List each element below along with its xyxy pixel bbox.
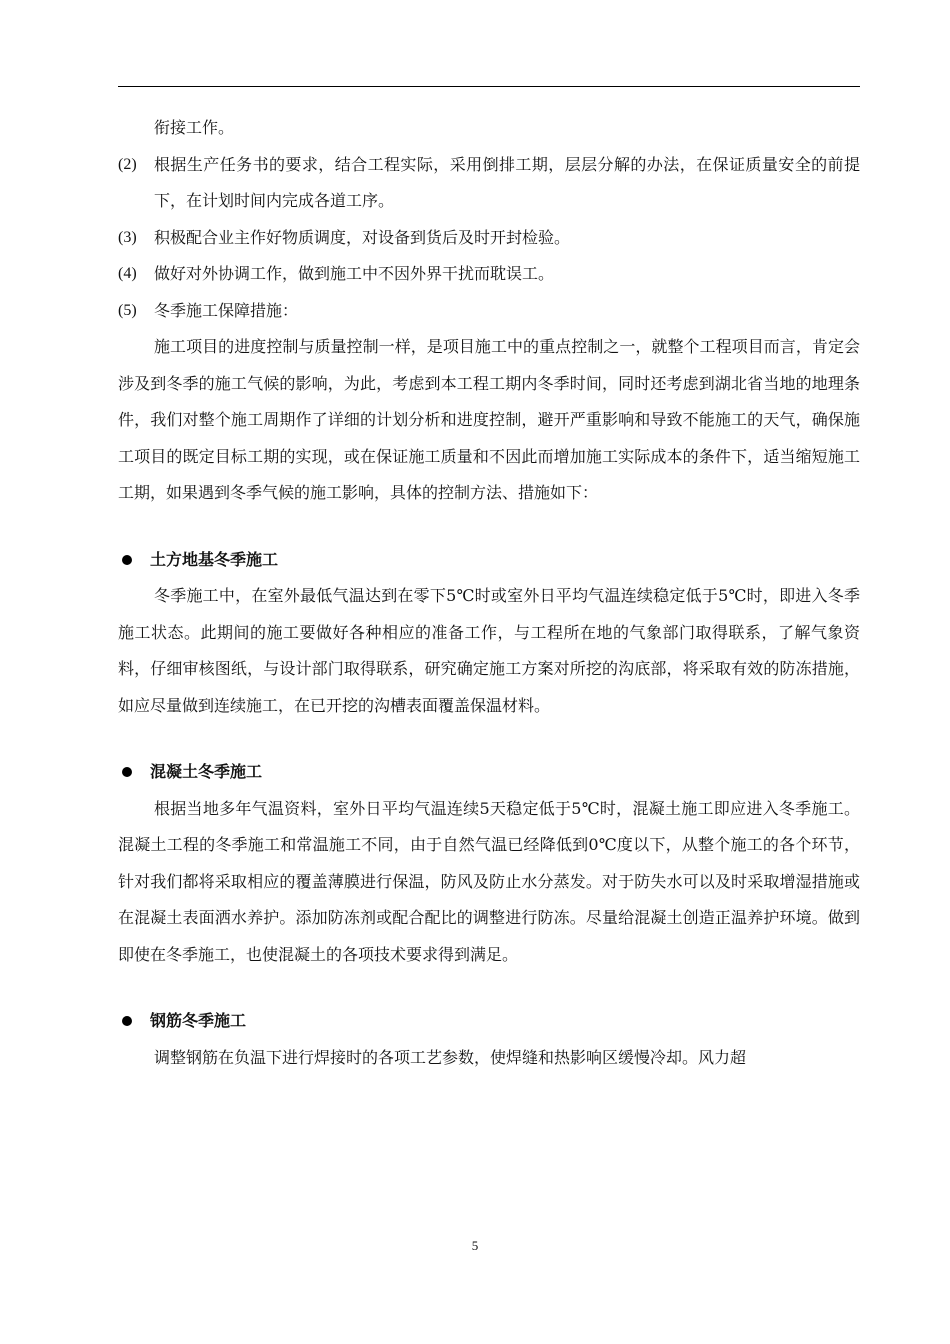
list-number: (5)	[118, 301, 137, 319]
bullet-icon	[122, 555, 132, 565]
bullet-icon	[122, 1016, 132, 1026]
page-number: 5	[471, 1238, 479, 1253]
section-heading-concrete	[118, 754, 860, 791]
list-item	[118, 147, 860, 220]
continuation-text: 衔接工作。	[154, 118, 235, 137]
document-body	[118, 110, 860, 1076]
intro-paragraph: 施工项目的进度控制与质量控制一样，是项目施工中的重点控制之一，就整个工程项目而言，肯定会涉及到冬季的施工气候的影响，为此，考虑到本工程工期内冬季时间，同时还考虑到湖北省当地的地理条件，我们对整个施工周期作了详细的计划分析和进度控制，避开严重影响和导致不能施工的天气，确保施工项目的既定目标工期的实现，或在保证施工质量和不因此而增加施工实际成本的条件下，适当缩短施工工期，如果遇到冬季气候的施工影响，具体的控制方法、措施如下：	[118, 337, 860, 502]
section-paragraph: 根据当地多年气温资料，室外日平均气温连续5天稳定低于5℃时，混凝土施工即应进入冬季施工。混凝土工程的冬季施工和常温施工不同，由于自然气温已经降低到0℃度以下，从整个施工的各个环节，针对我们都将采取相应的覆盖薄膜进行保温，防风及防止水分蒸发。对于防失水可以及时采取增湿措施或在混凝土表面洒水养护。添加防冻剂或配合配比的调整进行防冻。尽量给混凝土创造正温养护环境。做到即使在冬季施工，也使混凝土的各项技术要求得到满足。	[118, 798, 860, 964]
list-number: (2)	[118, 155, 137, 173]
list-text: 根据生产任务书的要求，结合工程实际，采用倒排工期，层层分解的办法，在保证质量安全的前提下，在计划时间内完成各道工序。	[154, 154, 860, 210]
section-paragraph: 调整钢筋在负温下进行焊接时的各项工艺参数，使焊缝和热影响区缓慢冷却。风力超	[154, 1047, 747, 1067]
list-item	[118, 256, 860, 293]
list-item	[118, 293, 860, 330]
list-text: 做好对外协调工作，做到施工中不因外界干扰而耽误工。	[154, 264, 555, 283]
list-number: (3)	[118, 228, 137, 246]
list-item	[118, 220, 860, 257]
section-heading-earthwork	[118, 542, 860, 579]
list-text: 冬季施工保障措施：	[154, 300, 299, 320]
section-paragraph: 冬季施工中，在室外最低气温达到在零下5℃时或室外日平均气温连续稳定低于5℃时，即进入冬季施工状态。此期间的施工要做好各种相应的准备工作，与工程所在地的气象部门取得联系，了解气象资料，仔细审核图纸，与设计部门取得联系，研究确定施工方案对所挖的沟底部，将采取有效的防冻措施，如应尽量做到连续施工，在已开挖的沟槽表面覆盖保温材料。	[118, 586, 860, 715]
section-title: 土方地基冬季施工	[150, 549, 279, 569]
section-title: 混凝土冬季施工	[150, 762, 263, 781]
section-heading-rebar	[118, 1003, 860, 1040]
list-number: (4)	[118, 265, 137, 282]
section-title: 钢筋冬季施工	[150, 1011, 247, 1030]
bullet-icon	[122, 767, 132, 777]
list-text: 积极配合业主作好物质调度，对设备到货后及时开封检验。	[154, 227, 571, 247]
header-rule	[118, 86, 860, 87]
